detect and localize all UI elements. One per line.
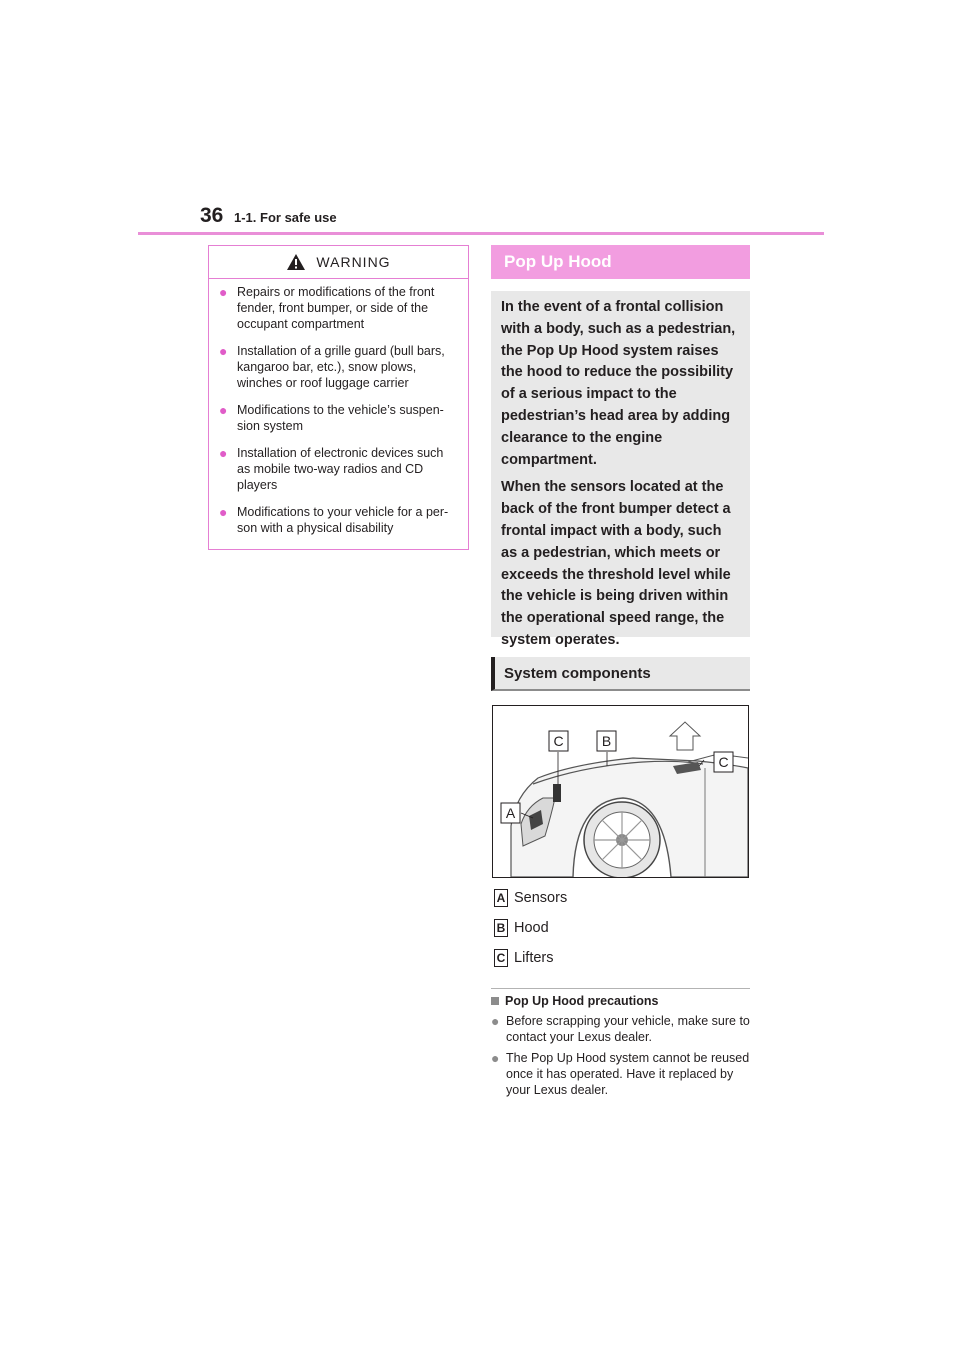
list-item: ● Before scrapping your vehicle, make sure to contact your Lexus dealer.	[491, 1013, 750, 1044]
pop-up-hood-intro	[491, 291, 750, 648]
legend-key: A	[494, 889, 508, 907]
pop-up-hood-heading: Pop Up Hood	[491, 245, 750, 279]
bullet-icon: ●	[219, 504, 228, 520]
legend-label: Hood	[514, 920, 549, 936]
bullet-icon: ●	[219, 284, 228, 300]
list-item: ● Modifications to your vehicle for a per-son with a physical disability	[219, 504, 449, 535]
figure-label-b: B	[601, 733, 612, 749]
warning-triangle-icon	[286, 253, 306, 271]
precautions-notes	[491, 994, 753, 1098]
warning-list	[209, 284, 468, 536]
intro-paragraph: When the sensors located at the back of the front bumper detect a frontal impact with a body, such as a pedestrian, which meets or exceeds the threshold level while the vehicle is being driven within the operational speed range, the system operates.	[501, 479, 731, 648]
legend-item	[494, 918, 567, 938]
square-bullet-icon	[491, 997, 499, 1005]
figure-label-a: A	[505, 805, 516, 821]
notes-divider	[491, 988, 750, 989]
legend-key: B	[494, 919, 508, 937]
intro-paragraph: In the event of a frontal collision with a body, such as a pedestrian, the Pop Up Hood system raises the hood to reduce the possibility of a serious impact to the pedestrian’s head area by adding clearance to the engine compartment.	[501, 299, 736, 468]
list-item: ● Modifications to the vehicle’s suspen-sion system	[219, 402, 444, 433]
bullet-icon: ●	[219, 402, 228, 418]
car-front-illustration	[493, 706, 748, 877]
legend-label: Sensors	[514, 890, 568, 906]
section-title: 1-1. For safe use	[234, 210, 337, 225]
warning-box	[208, 245, 469, 550]
legend-item	[494, 948, 567, 968]
warning-title: WARNING	[316, 254, 391, 270]
header-divider	[138, 232, 824, 235]
precautions-title: Pop Up Hood precautions	[491, 994, 753, 1008]
list-item: ● Repairs or modifications of the front fender, front bumper, or side of the occupant compartment	[219, 284, 435, 331]
component-legend	[494, 888, 567, 978]
page-number: 36	[200, 204, 224, 227]
bullet-icon: ●	[219, 445, 228, 461]
legend-label: Lifters	[514, 950, 554, 966]
legend-key: C	[494, 949, 508, 967]
list-item: ● The Pop Up Hood system cannot be reused once it has operated. Have it replaced by your Lexus dealer.	[491, 1050, 750, 1097]
list-item: ● Installation of a grille guard (bull bars, kangaroo bar, etc.), snow plows, winches or roof luggage carrier	[219, 343, 445, 390]
bullet-icon: ●	[219, 343, 228, 359]
warning-header	[209, 246, 468, 279]
bullet-icon: ●	[491, 1013, 500, 1029]
figure-label-c: C	[553, 733, 564, 749]
system-components-figure	[492, 705, 749, 878]
system-components-heading: System components	[491, 657, 750, 691]
legend-item	[494, 888, 567, 908]
figure-label-c: C	[718, 754, 729, 770]
list-item: ● Installation of electronic devices such as mobile two-way radios and CD players	[219, 445, 444, 492]
bullet-icon: ●	[491, 1050, 500, 1066]
